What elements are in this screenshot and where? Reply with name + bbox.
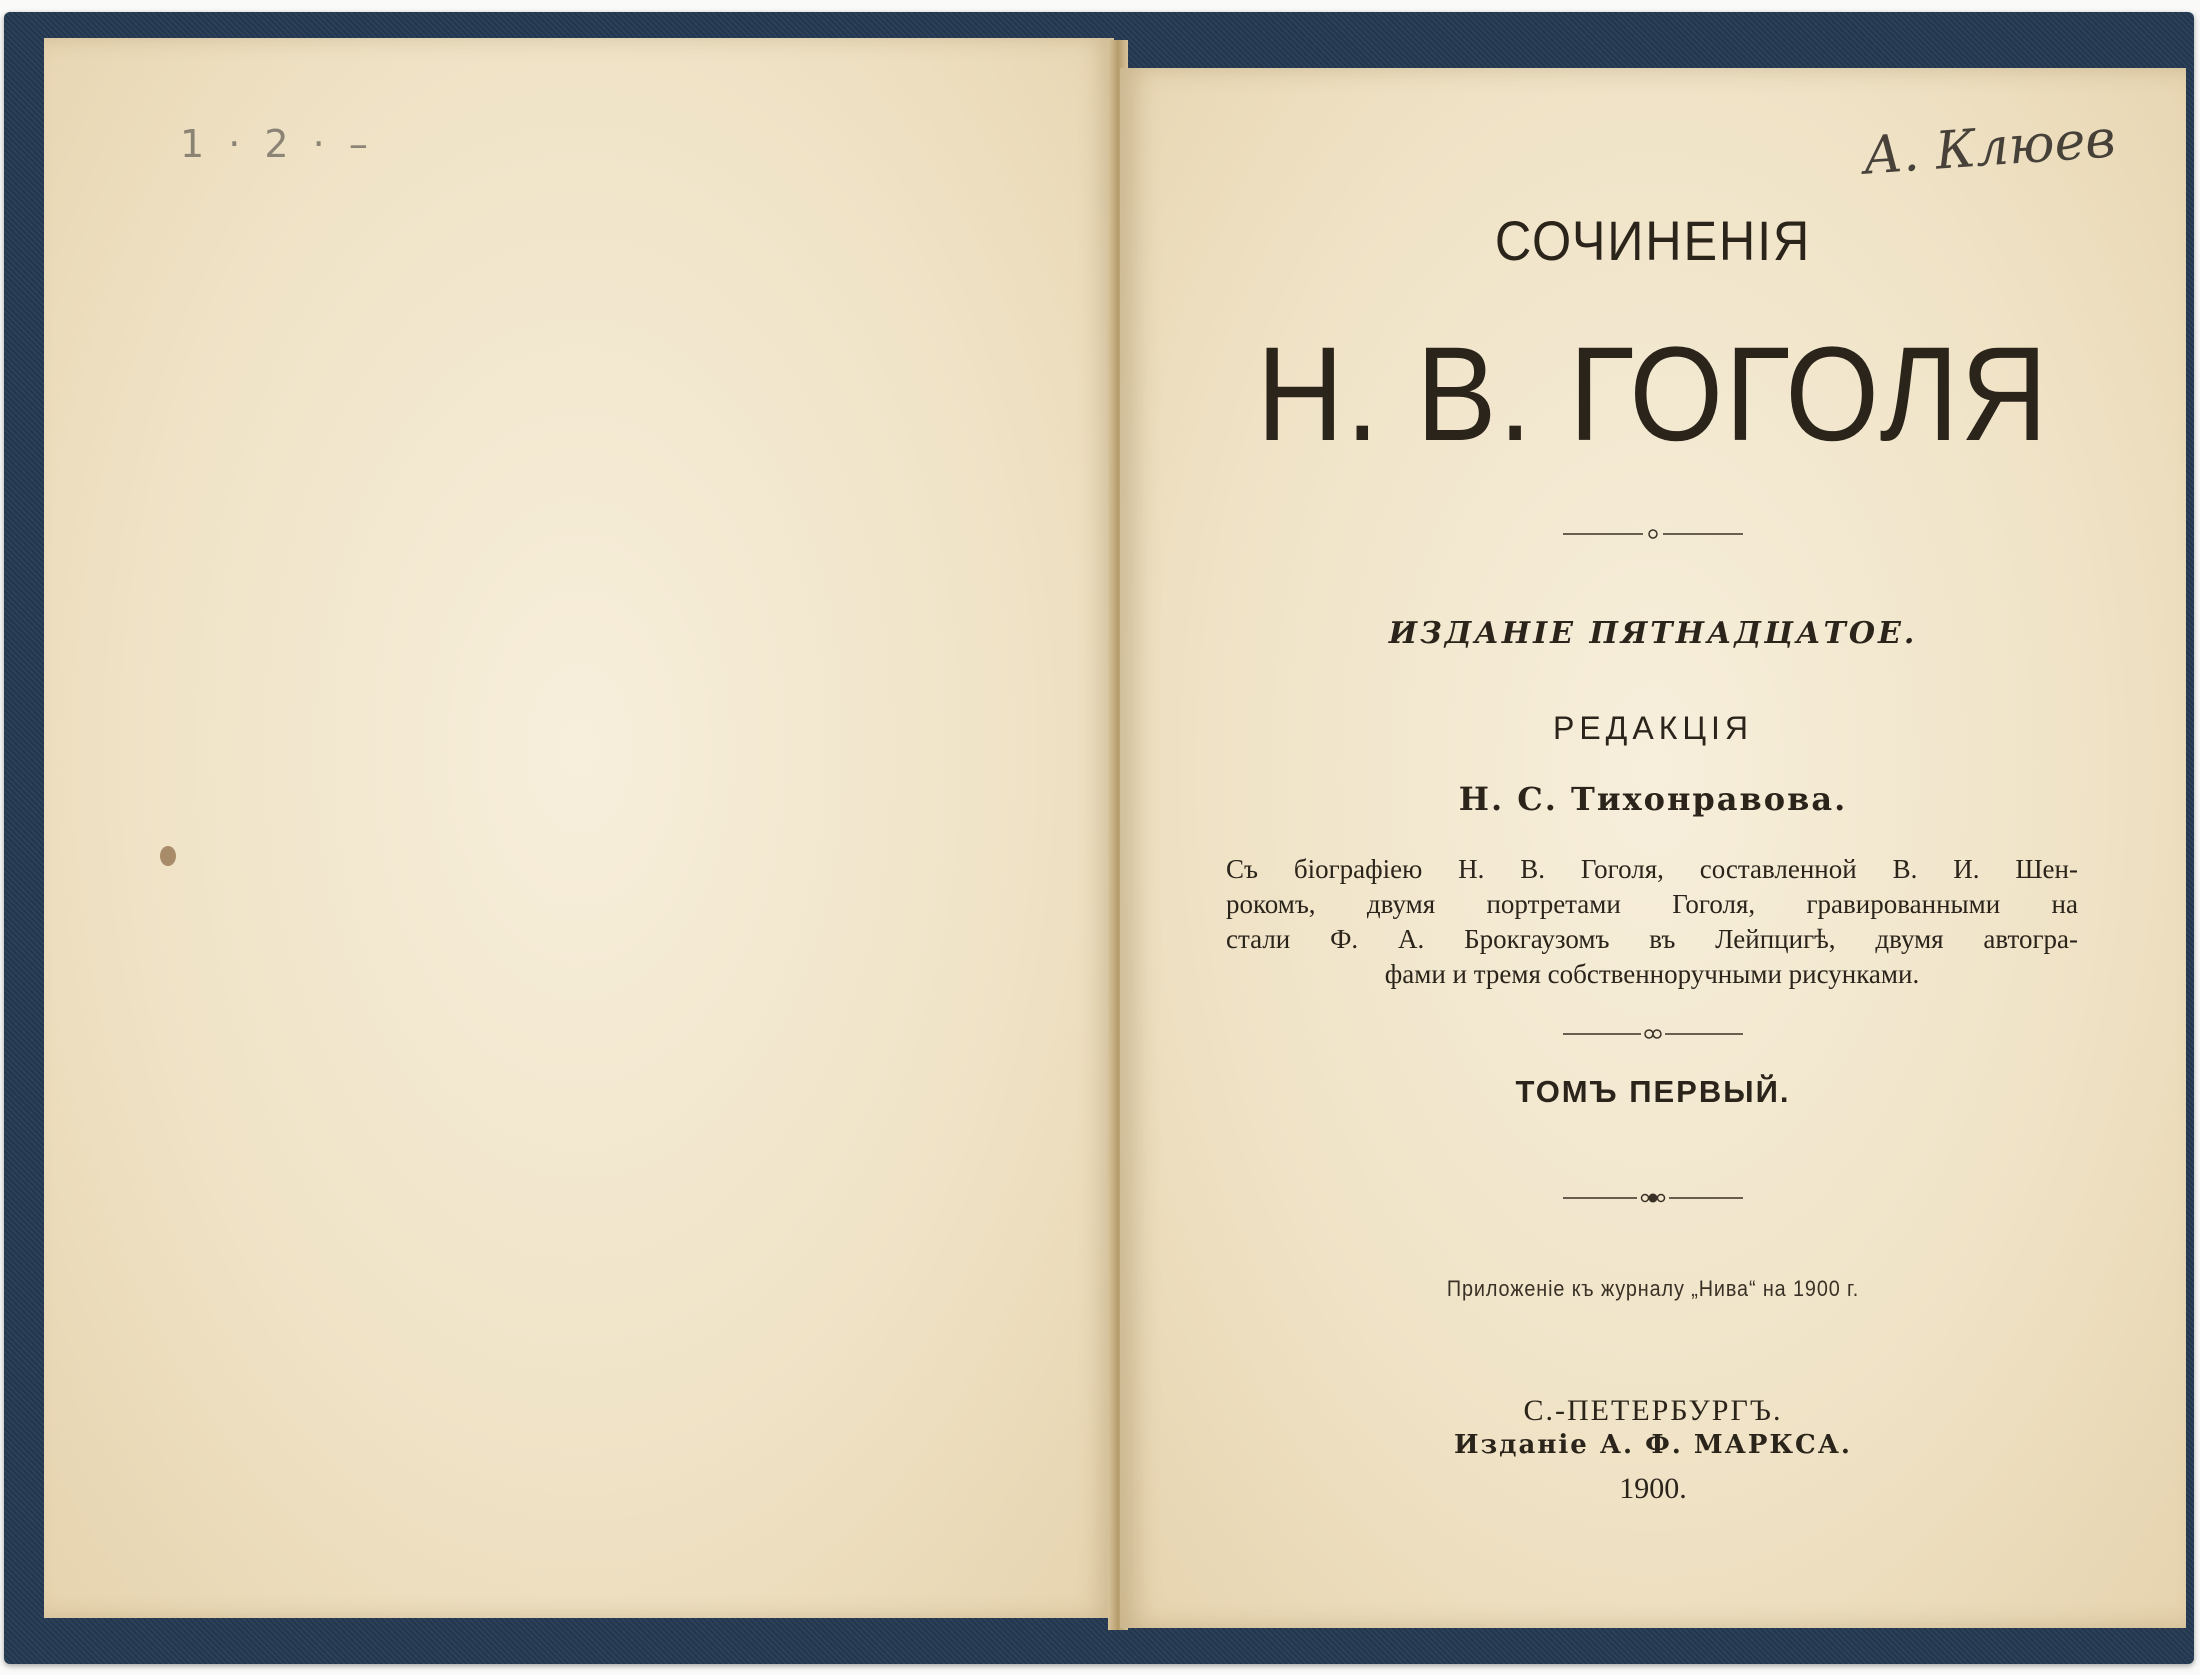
left-page bbox=[44, 38, 1114, 1618]
title-page bbox=[1120, 68, 2186, 1628]
title-works: СОЧИНЕНІЯ bbox=[1494, 209, 1812, 272]
bio-line: фами и тремя собственноручными рисунками. bbox=[1384, 959, 1920, 989]
ornament-divider-2 bbox=[1563, 1028, 1743, 1040]
biography-note bbox=[1226, 852, 2078, 992]
edition-line: ИЗДАНІЕ ПЯТНАДЦАТОЕ. bbox=[1388, 616, 1918, 651]
handwritten-signature: А. Клюев bbox=[1861, 109, 2118, 187]
ink-spot bbox=[160, 846, 176, 866]
ornament-divider-1 bbox=[1563, 528, 1743, 540]
bio-line: рокомъ, двумя портретами Гоголя, гравированными на bbox=[1226, 889, 2078, 919]
supplement-note: Приложеніе къ журналу „Нива“ на 1900 г. bbox=[1446, 1276, 1860, 1301]
pencil-note: 1 · 2 · – bbox=[180, 122, 374, 166]
imprint-publisher: Изданіе А. Ф. МАРКСА. bbox=[1454, 1430, 1852, 1460]
title-author: Н. В. ГОГОЛЯ bbox=[1256, 320, 2050, 469]
ornament-divider-3 bbox=[1563, 1192, 1743, 1204]
bio-line: Съ біографіею Н. В. Гоголя, составленной В. И. Шен- bbox=[1226, 854, 2078, 884]
imprint-year: 1900. bbox=[1619, 1472, 1687, 1505]
volume-label: ТОМЪ ПЕРВЫЙ. bbox=[1515, 1074, 1791, 1109]
bio-line: стали Ф. А. Брокгаузомъ въ Лейпцигѣ, двумя автогра- bbox=[1226, 924, 2078, 954]
imprint-city: С.-ПЕТЕРБУРГЪ. bbox=[1523, 1394, 1783, 1427]
redaktsia-label: РЕДАКЦІЯ bbox=[1552, 710, 1753, 746]
editor-name: Н. С. Тихонравова. bbox=[1458, 780, 1848, 818]
